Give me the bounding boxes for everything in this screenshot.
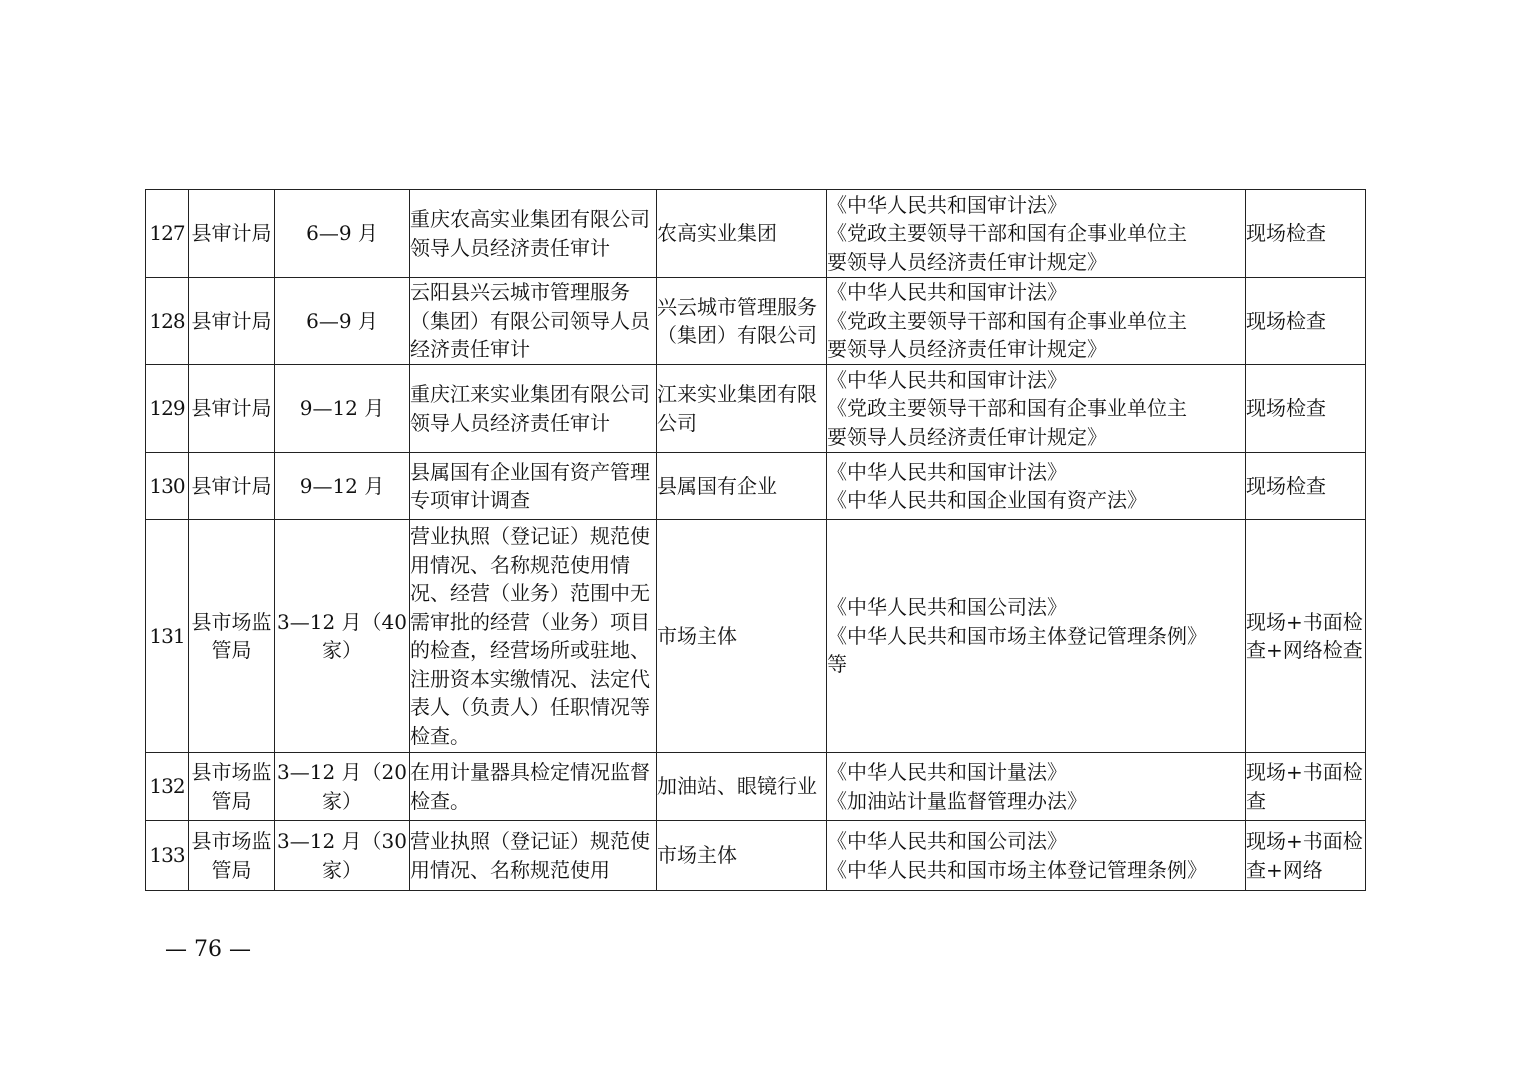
table-row (146, 520, 1366, 753)
table-row (146, 278, 1366, 365)
method-cell: 现场检查 (1246, 453, 1366, 520)
legal-basis-line: 《党政主要领导干部和国有企事业单位主 (827, 221, 1187, 246)
inspection-plan-table (145, 189, 1366, 891)
inspection-item-cell: 县属国有企业国有资产管理专项审计调查 (410, 453, 657, 520)
legal-basis-line: 《加油站计量监督管理办法》 (827, 788, 1087, 813)
department-cell: 县审计局 (189, 365, 275, 453)
legal-basis-line: 要领导人员经济责任审计规定》 (827, 249, 1107, 274)
table-row (146, 453, 1366, 520)
row-number: 128 (146, 278, 189, 365)
inspection-item-cell: 营业执照（登记证）规范使用情况、名称规范使用 (410, 821, 657, 891)
legal-basis-line: 《中华人民共和国市场主体登记管理条例》 (827, 857, 1207, 882)
legal-basis-line: 《中华人民共和国市场主体登记管理条例》 (827, 623, 1207, 648)
legal-basis-cell (827, 365, 1246, 453)
department-cell: 县审计局 (189, 453, 275, 520)
department-cell: 县审计局 (189, 190, 275, 278)
department-cell: 县市场监管局 (189, 753, 275, 821)
row-number: 131 (146, 520, 189, 753)
time-cell: 3—12 月（30 家） (275, 821, 410, 891)
legal-basis-line: 《中华人民共和国公司法》 (827, 595, 1067, 620)
legal-basis-cell (827, 821, 1246, 891)
inspection-item-cell: 营业执照（登记证）规范使用情况、名称规范使用情况、经营（业务）范围中无需审批的经营（业务）项目的检查，经营场所或驻地、注册资本实缴情况、法定代表人（负责人）任职情况等检查。 (410, 520, 657, 753)
legal-basis-line: 《中华人民共和国审计法》 (827, 280, 1067, 305)
legal-basis-line: 要领导人员经济责任审计规定》 (827, 424, 1107, 449)
time-cell: 9—12 月 (275, 453, 410, 520)
target-cell: 加油站、眼镜行业 (657, 753, 827, 821)
legal-basis-line: 《中华人民共和国计量法》 (827, 760, 1067, 784)
row-number: 129 (146, 365, 189, 453)
time-cell: 9—12 月 (275, 365, 410, 453)
legal-basis-cell (827, 190, 1246, 278)
target-cell: 市场主体 (657, 821, 827, 891)
department-cell: 县审计局 (189, 278, 275, 365)
target-cell: 兴云城市管理服务（集团）有限公司 (657, 278, 827, 365)
time-cell: 6—9 月 (275, 278, 410, 365)
target-cell: 江来实业集团有限公司 (657, 365, 827, 453)
legal-basis-line: 要领导人员经济责任审计规定》 (827, 337, 1107, 362)
legal-basis-line: 《中华人民共和国审计法》 (827, 459, 1067, 484)
inspection-item-cell: 在用计量器具检定情况监督检查。 (410, 753, 657, 821)
target-cell: 农高实业集团 (657, 190, 827, 278)
table-row (146, 821, 1366, 891)
legal-basis-line: 《中华人民共和国公司法》 (827, 829, 1067, 853)
legal-basis-line: 《中华人民共和国企业国有资产法》 (827, 488, 1147, 512)
method-cell: 现场+书面检查 (1246, 753, 1366, 821)
table-row (146, 753, 1366, 821)
table-row (146, 190, 1366, 278)
method-cell: 现场+书面检查+网络检查 (1246, 520, 1366, 753)
time-cell: 6—9 月 (275, 190, 410, 278)
table-row (146, 365, 1366, 453)
inspection-item-cell: 重庆江来实业集团有限公司领导人员经济责任审计 (410, 365, 657, 453)
row-number: 133 (146, 821, 189, 891)
legal-basis-cell (827, 520, 1246, 753)
legal-basis-line: 等 (827, 652, 847, 677)
method-cell: 现场+书面检查+网络 (1246, 821, 1366, 891)
department-cell: 县市场监管局 (189, 821, 275, 891)
legal-basis-line: 《党政主要领导干部和国有企事业单位主 (827, 308, 1187, 333)
row-number: 132 (146, 753, 189, 821)
method-cell: 现场检查 (1246, 190, 1366, 278)
target-cell: 县属国有企业 (657, 453, 827, 520)
department-cell: 县市场监管局 (189, 520, 275, 753)
inspection-item-cell: 云阳县兴云城市管理服务（集团）有限公司领导人员经济责任审计 (410, 278, 657, 365)
legal-basis-cell (827, 453, 1246, 520)
legal-basis-line: 《中华人民共和国审计法》 (827, 367, 1067, 392)
legal-basis-line: 《中华人民共和国审计法》 (827, 192, 1067, 217)
row-number: 127 (146, 190, 189, 278)
time-cell: 3—12 月（40 家） (275, 520, 410, 753)
method-cell: 现场检查 (1246, 365, 1366, 453)
legal-basis-cell (827, 753, 1246, 821)
legal-basis-line: 《党政主要领导干部和国有企事业单位主 (827, 396, 1187, 421)
method-cell: 现场检查 (1246, 278, 1366, 365)
legal-basis-cell (827, 278, 1246, 365)
row-number: 130 (146, 453, 189, 520)
time-cell: 3—12 月（20 家） (275, 753, 410, 821)
target-cell: 市场主体 (657, 520, 827, 753)
inspection-item-cell: 重庆农高实业集团有限公司领导人员经济责任审计 (410, 190, 657, 278)
page-number: — 76 — (165, 937, 251, 962)
